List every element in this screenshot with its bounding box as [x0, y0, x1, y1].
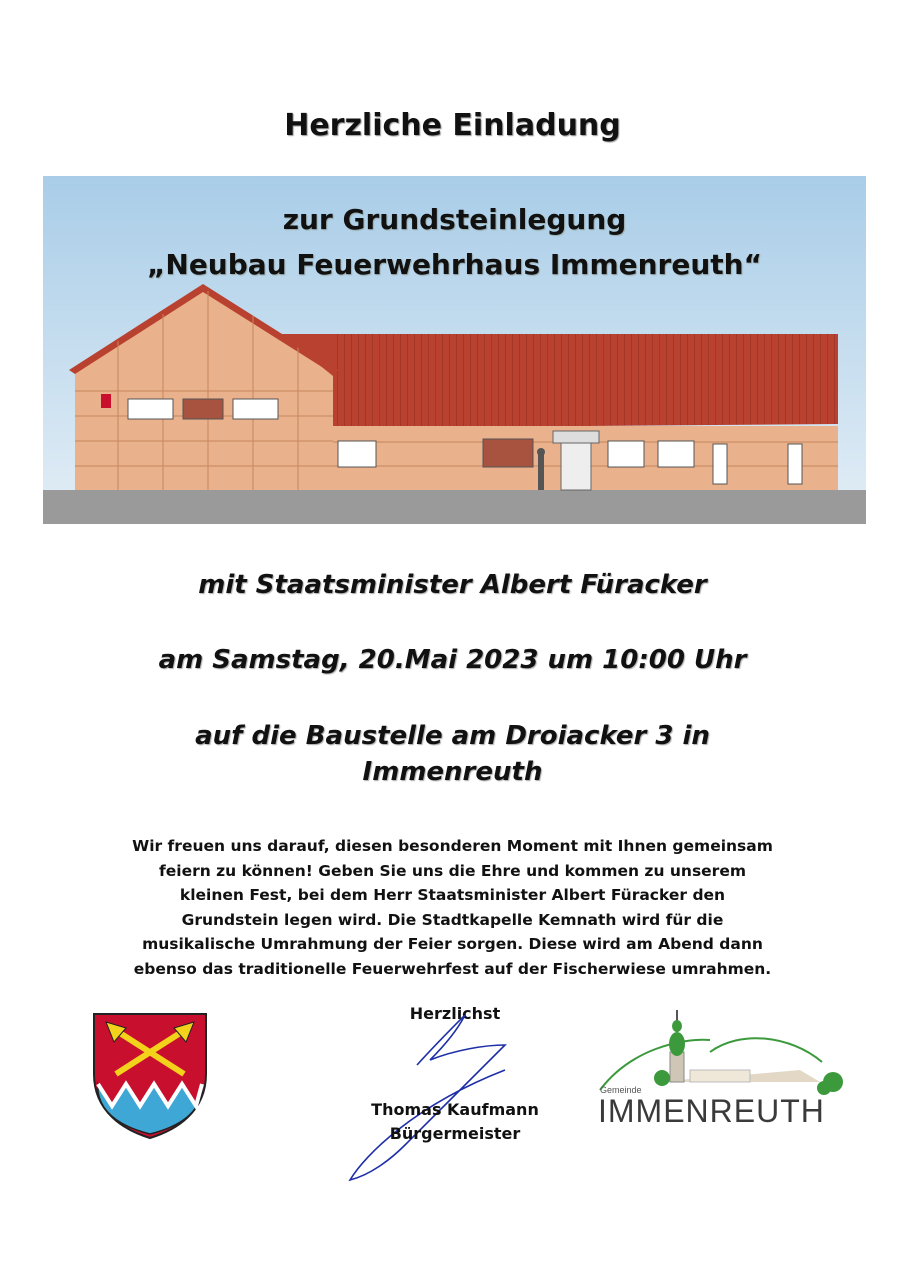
signatory-role: Bürgermeister	[389, 1124, 521, 1143]
greeting: Herzlichst	[409, 1004, 501, 1023]
invitation-text-line: ebenso das traditionelle Feuerwehrfest auf der Fischerwiese umrahmen.	[133, 959, 772, 978]
banner-subtitle-line-1: zur Grundsteinlegung	[282, 203, 627, 236]
logo-label-big: IMMENREUTH	[598, 1093, 825, 1129]
banner-subtitle-line-2: „Neubau Feuerwehrhaus Immenreuth“	[146, 248, 762, 281]
page-title: Herzliche Einladung	[284, 108, 621, 143]
invitation-text-line: Grundstein legen wird. Die Stadtkapelle Kemnath wird für die	[181, 910, 724, 929]
logo-label-small: Gemeinde	[600, 1085, 642, 1095]
place-line-2: Immenreuth	[362, 757, 543, 787]
minister-line: mit Staatsminister Albert Füracker	[198, 570, 707, 600]
invitation-text-line: feiern zu können! Geben Sie uns die Ehre und kommen zu unserem	[159, 861, 746, 880]
invitation-text-line: musikalische Umrahmung der Feier sorgen. Diese wird am Abend dann	[142, 935, 763, 953]
invitation-text-line: Wir freuen uns darauf, diesen besonderen Moment mit Ihnen gemeinsam	[132, 837, 773, 855]
coat-of-arms-icon	[92, 1012, 208, 1144]
place-line-1: auf die Baustelle am Droiacker 3 in	[195, 721, 710, 751]
invitation-text-line: kleinen Fest, bei dem Herr Staatsminister Albert Füracker den	[179, 886, 726, 904]
invitation-text	[80, 834, 825, 981]
date-line: am Samstag, 20.Mai 2023 um 10:00 Uhr	[158, 645, 747, 675]
signatory-name: Thomas Kaufmann	[371, 1100, 539, 1119]
